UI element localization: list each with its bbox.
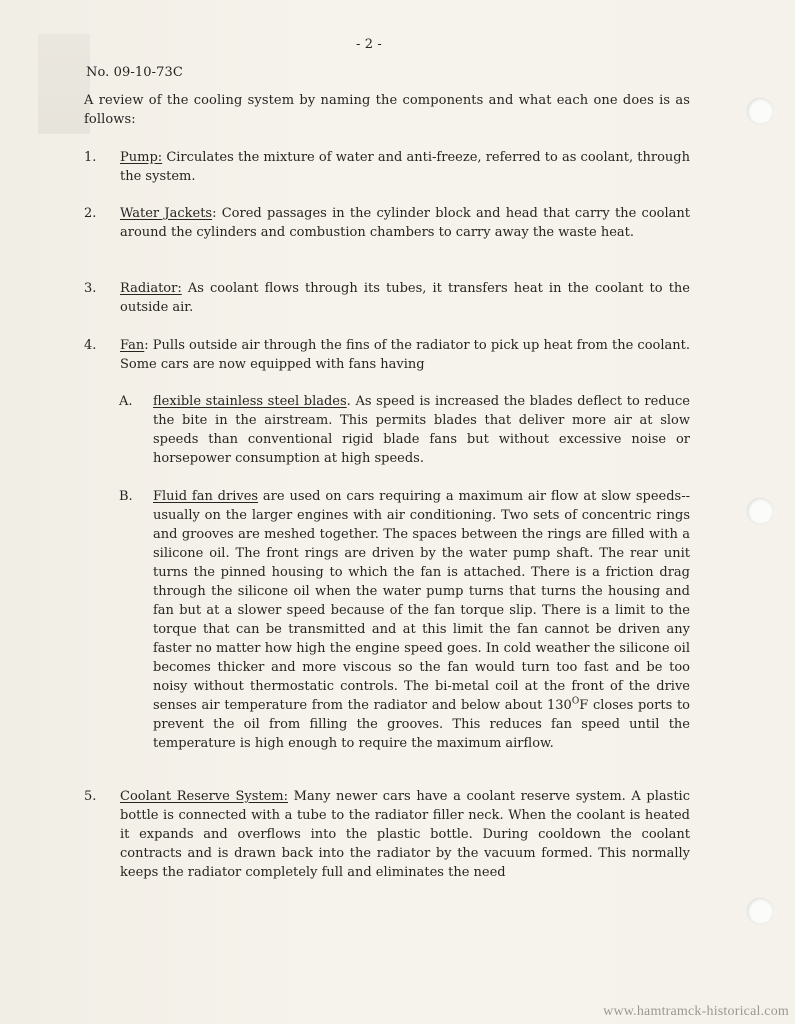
degree-superscript: O	[571, 696, 580, 707]
punch-hole-top	[747, 98, 773, 124]
item-number: 5.	[84, 789, 97, 804]
item-number: 2.	[84, 206, 97, 221]
item-term: Fan	[120, 338, 145, 353]
sub-item-text: . As speed is increased the blades deflect to reduce the bite in the airstream. This permits blades that deliver more air at slow speeds than conventional rigid blade fans but without excessive noise or horsepower consumption at high speeds.	[153, 394, 690, 466]
punch-hole-bottom	[747, 898, 773, 924]
bleed-through-logo	[38, 34, 90, 134]
item-text: As coolant flows through its tubes, it transfers heat in the coolant to the outside air.	[120, 281, 690, 315]
item-number: 3.	[84, 281, 97, 296]
item-body	[120, 336, 690, 374]
bulletin-number: No. 09-10-73C	[86, 65, 183, 80]
item-term: Water Jackets	[120, 206, 213, 221]
item-body	[120, 148, 690, 186]
item-body	[120, 279, 690, 317]
sub-item-text-after: F closes ports to prevent the oil from filling the grooves. This reduces fan speed until the temperature is high enough to require the maximum airflow.	[153, 698, 690, 751]
item-term: Coolant Reserve System:	[120, 789, 289, 804]
sub-item-body	[153, 392, 690, 468]
sub-item-letter: A.	[119, 394, 133, 409]
item-text: : Pulls outside air through the fins of the radiator to pick up heat from the coolant. Some cars are now equipped with fans having	[120, 338, 690, 372]
item-number: 4.	[84, 338, 97, 353]
item-text: : Cored passages in the cylinder block and head that carry the coolant around the cylinders and combustion chambers to carry away the waste heat.	[120, 206, 690, 240]
item-body	[120, 787, 690, 882]
sub-item-text: are used on cars requiring a maximum air flow at slow speeds--usually on the larger engines with air conditioning. Two sets of concentric rings and grooves are meshed together. The spaces between the rings are filled with a silicone oil. The front rings are driven by the water pump shaft. The rear unit turns the pinned housing to which the fan is attached. There is a friction drag through the silicone oil when the water pump turns that turns the housing and fan but at a slower speed because of the fan torque slip. There is a limit to the torque that can be transmitted and at this limit the fan cannot be driven any faster no matter how high the engine speed goes. In cold weather the silicone oil becomes thicker and more viscous so the fan would turn too fast and be too noisy without thermostatic controls. The bi-metal coil at the front of the drive senses air temperature from the radiator and below about 130	[153, 489, 690, 713]
item-text: Circulates the mixture of water and anti-freeze, referred to as coolant, through the system.	[120, 150, 690, 184]
punch-hole-middle	[747, 498, 773, 524]
sub-item-term: flexible stainless steel blades	[153, 394, 347, 409]
item-number: 1.	[84, 150, 97, 165]
item-text: Many newer cars have a coolant reserve system. A plastic bottle is connected with a tube to the radiator filler neck. When the coolant is heated it expands and overflows into the plastic bottle. During cooldown the coolant contracts and is drawn back into the radiator by the vacuum formed. This normally keeps the radiator completely full and eliminates the need	[120, 789, 690, 880]
item-body	[120, 204, 690, 242]
item-term: Pump:	[120, 150, 163, 165]
intro-paragraph: A review of the cooling system by naming the components and what each one does is as follows:	[84, 93, 690, 127]
sub-item-term: Fluid fan drives	[153, 489, 259, 504]
site-watermark: www.hamtramck-historical.com	[603, 1004, 789, 1019]
item-term: Radiator:	[120, 281, 182, 296]
sub-item-letter: B.	[119, 489, 133, 504]
page-number: - 2 -	[356, 37, 382, 52]
sub-item-body	[153, 487, 690, 753]
